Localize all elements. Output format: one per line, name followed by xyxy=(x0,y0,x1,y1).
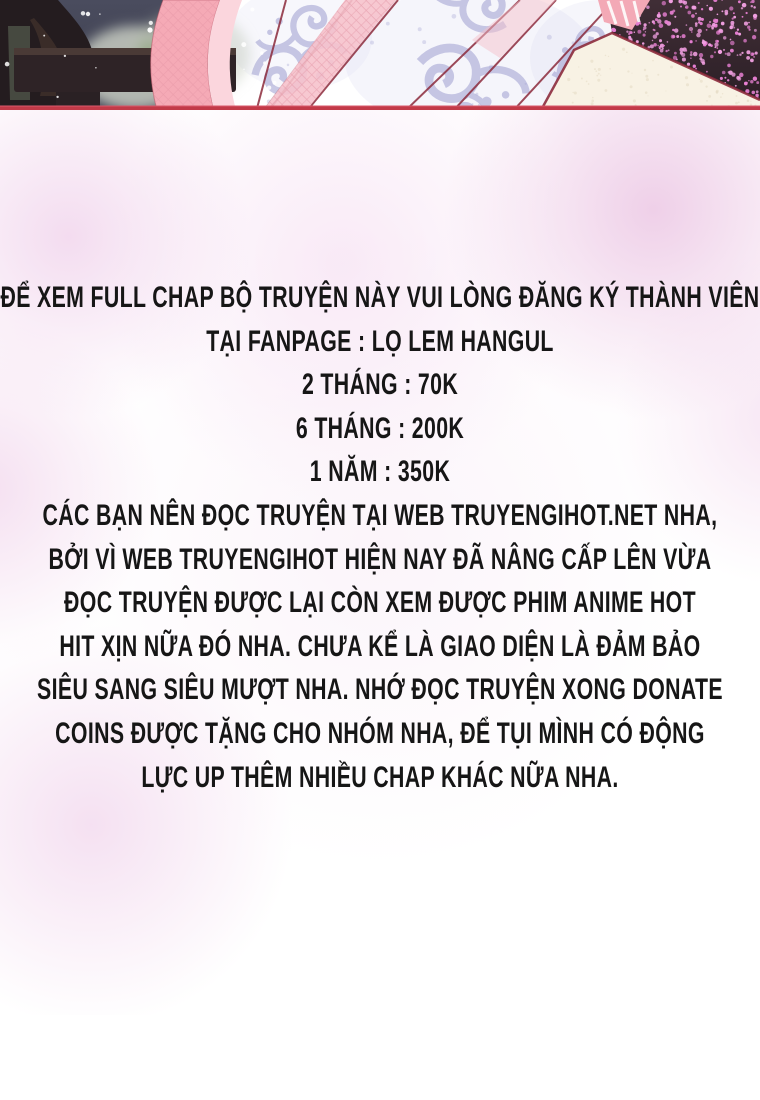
hair-strand-main xyxy=(151,0,242,110)
notice-line: ĐỌC TRUYỆN ĐƯỢC LẠI CÒN XEM ĐƯỢC PHIM ANIME HOT xyxy=(64,586,696,620)
notice-line: LỰC UP THÊM NHIỀU CHAP KHÁC NỮA NHA. xyxy=(141,760,619,794)
artwork-panel xyxy=(0,0,760,110)
notice-line: 2 THÁNG : 70K xyxy=(301,368,459,402)
notice-line: 6 THÁNG : 200K xyxy=(295,411,465,445)
notice-line: COINS ĐƯỢC TẶNG CHO NHÓM NHA, ĐỂ TỤI MÌNH CÓ ĐỘNG xyxy=(55,716,705,750)
notice-text-block xyxy=(0,276,760,799)
notice-line: 1 NĂM : 350K xyxy=(309,455,451,489)
notice-line: TẠI FANPAGE : LỌ LEM HANGUL xyxy=(206,324,554,358)
notice-line: HIT XỊN NỮA ĐÓ NHA. CHƯA KỂ LÀ GIAO DIỆN LÀ ĐẢM BẢO xyxy=(59,629,701,663)
notice-line: CÁC BẠN NÊN ĐỌC TRUYỆN TẠI WEB TRUYENGIHOT.NET NHA, xyxy=(42,498,718,532)
notice-line: SIÊU SANG SIÊU MƯỢT NHA. NHỚ ĐỌC TRUYỆN XONG DONATE xyxy=(37,673,723,707)
notice-line: ĐỂ XEM FULL CHAP BỘ TRUYỆN NÀY VUI LÒNG ĐĂNG KÝ THÀNH VIÊN xyxy=(0,281,760,314)
notice-line: BỞI VÌ WEB TRUYENGIHOT HIỆN NAY ĐÃ NÂNG CẤP LÊN VỪA xyxy=(48,542,712,576)
